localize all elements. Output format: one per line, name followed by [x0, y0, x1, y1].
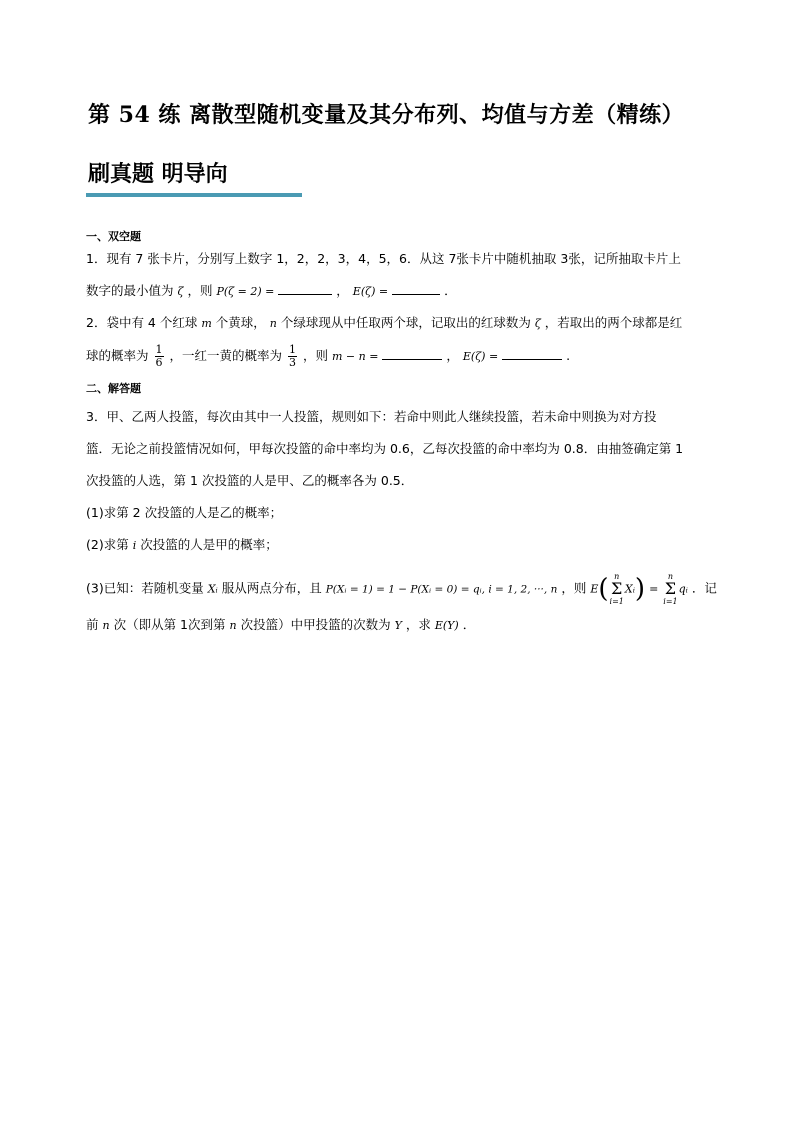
q2-expr2: E(ζ) =: [462, 350, 499, 363]
q1-sep: ，: [336, 283, 349, 298]
q2-frac2-num: 1: [288, 343, 296, 356]
q3-p4-n: n: [102, 619, 110, 632]
q3-p3-E: E: [590, 582, 599, 596]
q2-text-g: ，则: [302, 348, 328, 363]
q3-p3-Xi: Xᵢ: [624, 582, 635, 596]
q3-p4-Y: Y: [394, 619, 402, 632]
q2-text-e: 球的概率为: [86, 348, 149, 363]
left-paren: (: [598, 574, 609, 604]
sum1-top: n: [614, 572, 620, 581]
sum1-bottom: i=1: [609, 597, 624, 606]
q2-text-b: 个黄球，: [215, 315, 266, 330]
q3-p3-X: Xᵢ: [207, 582, 218, 596]
q3-p4-EY: E(Y): [434, 619, 459, 632]
q2-blank2[interactable]: [502, 347, 562, 360]
page-title: 第 54 练 离散型随机变量及其分布列、均值与方差（精练）: [88, 102, 685, 128]
q1-xi: ζ: [177, 285, 184, 298]
q3-part2: [86, 536, 278, 555]
q3-p3-eq: =: [649, 582, 659, 596]
q3-p3-b: 服从两点分布，且: [221, 580, 322, 596]
q3-p2-b: 次投篮的人是甲的概率；: [140, 537, 278, 552]
q1-text-b: ，则: [187, 283, 213, 298]
sigma-icon: Σ: [611, 579, 623, 598]
right-paren: ): [634, 574, 646, 604]
q2-text-f: ，一红一黄的概率为: [169, 348, 282, 363]
q3-p3-expr: P(Xᵢ = 1) = 1 − P(Xᵢ = 0) = qᵢ, i = 1, 2, ···, n: [325, 583, 558, 596]
q3-p4-d: ，求: [405, 617, 431, 632]
q3-p3-a: (3)已知：若随机变量: [86, 580, 204, 596]
q3-line1: 3．甲、乙两人投篮，每次由其中一人投篮，规则如下：若命中则此人继续投篮，若未命中则换为对方投: [86, 409, 657, 424]
q2-text-a: 2．袋中有 4 个红球: [86, 315, 198, 330]
q2-blank1[interactable]: [382, 347, 442, 360]
q3-p2-a: (2)求第: [86, 537, 129, 552]
q3-part1: (1)求第 2 次投篮的人是乙的概率；: [86, 505, 283, 520]
q2-xi: ζ: [534, 317, 541, 330]
q1-line2: [86, 282, 457, 301]
q2-line1: [86, 314, 682, 333]
q2-frac1-num: 1: [155, 343, 163, 356]
q3-p3-c: ，则: [561, 580, 587, 596]
q3-p4-c: 次投篮）中甲投篮的次数为: [240, 617, 391, 632]
q3-line3: 次投篮的人选，第 1 次投篮的人是甲、乙的概率各为 0.5．: [86, 473, 414, 488]
sum2-top: n: [667, 572, 674, 581]
section-answer: 二、解答题: [86, 382, 141, 395]
q2-fraction-2: [288, 344, 297, 369]
heading-underline: [86, 193, 302, 197]
q1-text-a: 数字的最小值为: [86, 283, 174, 298]
q2-text-c: 个绿球现从中任取两个球，记取出的红球数为: [280, 315, 531, 330]
q3-p3-d: ．记: [691, 580, 717, 596]
sum2-bottom: i=1: [663, 597, 678, 606]
sum-symbol-2: [663, 572, 677, 606]
q1-expr2: E(ζ) =: [352, 285, 389, 298]
q1-blank2[interactable]: [392, 282, 440, 295]
q3-p4-n2: n: [229, 619, 237, 632]
q3-part3: [86, 572, 717, 606]
q2-n: n: [269, 317, 277, 330]
q3-part3-cont: [86, 616, 475, 635]
q2-frac1-den: 6: [155, 356, 163, 369]
q2-fraction-1: [155, 344, 164, 369]
sigma-icon: Σ: [664, 579, 677, 598]
q2-line2: [86, 344, 570, 369]
q1-end: ．: [444, 283, 457, 298]
sum-symbol-1: [610, 572, 624, 606]
q2-frac2-den: 3: [288, 356, 296, 369]
q2-sep: ，: [446, 348, 459, 363]
q3-p4-a: 前: [86, 617, 99, 632]
q2-text-d: ，若取出的两个球都是红: [544, 315, 683, 330]
q3-line2: 篮．无论之前投篮情况如何，甲每次投篮的命中率均为 0.6，乙每次投篮的命中率均为 0.8．由抽签确定第 1: [86, 441, 684, 456]
q3-p3-qi: qᵢ: [678, 582, 688, 596]
q1-blank1[interactable]: [278, 282, 332, 295]
q1-expr1: P(ζ = 2) =: [216, 285, 275, 298]
section-fill-in: 一、双空题: [86, 230, 141, 243]
q3-p2-i: i: [132, 539, 137, 552]
q3-p4-b: 次（即从第 1次到第: [113, 617, 226, 632]
q2-m: m: [201, 317, 212, 330]
q2-end: .: [566, 348, 571, 363]
q1-line1: 1．现有 7 张卡片，分别写上数字 1，2，2，3，4，5，6．从这 7张卡片中随机抽取 3张，记所抽取卡片上: [86, 251, 681, 266]
q3-p4-e: ．: [462, 617, 476, 632]
section-heading: 刷真题 明导向: [88, 161, 228, 187]
q2-expr1: m − n =: [331, 350, 379, 363]
